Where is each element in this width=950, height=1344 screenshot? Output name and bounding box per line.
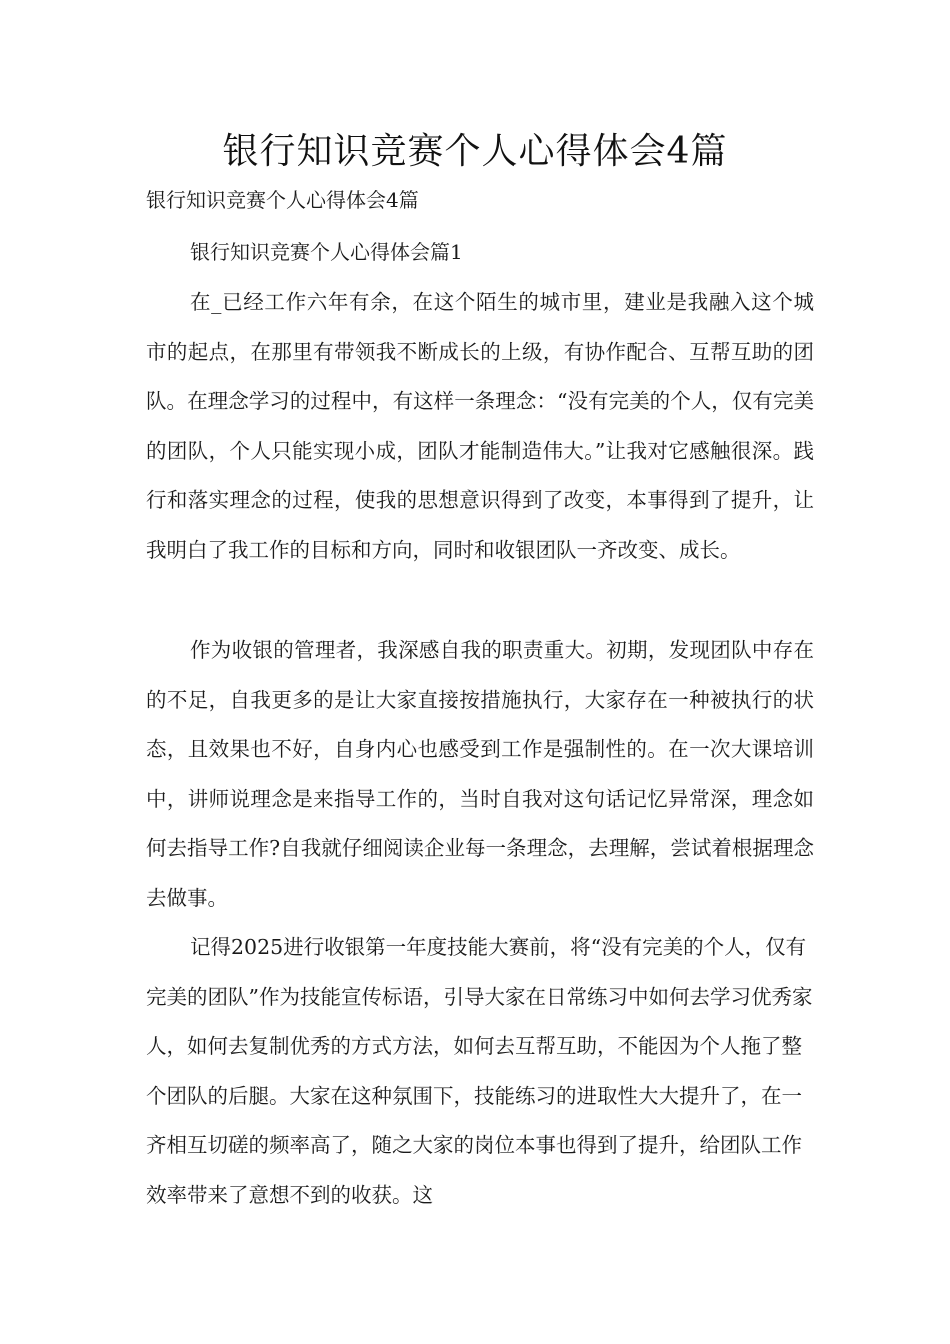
body-paragraph-3: 记得2025进行收银第一年度技能大赛前，将“没有完美的个人，仅有完美的团队”作为技能宣传标语，引导大家在日常练习中如何去学习优秀家人，如何去复制优秀的方式方法，如何去互帮互助，不能因为个人拖了整个团队的后腿。大家在这种氛围下，技能练习的进取性大大提升了，在一齐相互切磋的频率高了，随之大家的岗位本事也得到了提升，给团队工作效率带来了意想不到的收获。这 xyxy=(146,935,813,1207)
document-title: 银行知识竞赛个人心得体会4篇 xyxy=(222,131,728,172)
section-heading: 银行知识竞赛个人心得体会篇1 xyxy=(190,240,463,264)
body-paragraph-2: 作为收银的管理者，我深感自我的职责重大。初期，发现团队中存在的不足，自我更多的是让大家直接按措施执行，大家存在一种被执行的状态，且效果也不好，自身内心也感受到工作是强制性的。在一次大课培训中，讲师说理念是来指导工作的，当时自我对这句话记忆异常深，理念如何去指导工作?自我就仔细阅读企业每一条理念，去理解，尝试着根据理念去做事。 xyxy=(146,638,814,910)
document-subtitle: 银行知识竞赛个人心得体会4篇 xyxy=(146,188,419,212)
body-paragraph-1: 在_已经工作六年有余，在这个陌生的城市里，建业是我融入这个城市的起点，在那里有带领我不断成长的上级，有协作配合、互帮互助的团队。在理念学习的过程中，有这样一条理念：“没有完美的个人，仅有完美的团队，个人只能实现小成，团队才能制造伟大。”让我对它感触很深。践行和落实理念的过程，使我的思想意识得到了改变，本事得到了提升，让我明白了我工作的目标和方向，同时和收银团队一齐改变、成长。 xyxy=(146,290,814,562)
